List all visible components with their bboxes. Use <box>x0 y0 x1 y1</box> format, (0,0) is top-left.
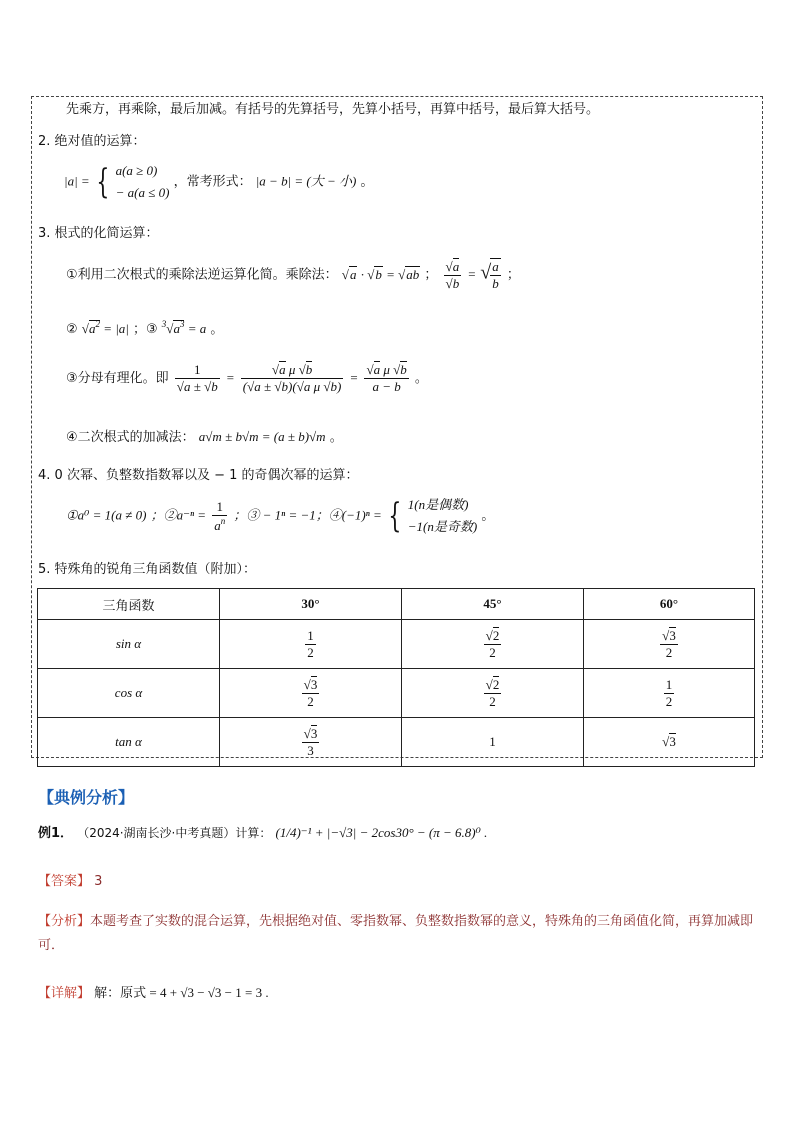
header-cell: 60° <box>584 589 755 620</box>
value-cell: $\frac{1}{2}$ <box>584 669 755 718</box>
power-rules: ①a⁰ = 1(a ≠ 0) ；②a⁻ⁿ = $\frac{1}{a^n}$ ；③ − 1ⁿ = −1；④(−1)ⁿ = { 1(n是偶数) −1(n是奇数) 。 <box>66 496 495 536</box>
abs-value-formula: |a| = { a(a ≥ 0) − a(a ≤ 0) ，常考形式： |a − b| = (大 − 小) 。 <box>64 162 374 202</box>
section-heading: 【典例分析】 <box>38 788 135 807</box>
value-cell: 1 <box>402 718 584 767</box>
example-1: 例1． （2024·湖南长沙·中考真题）计算： (1/4)⁻¹ + |−√3| − 2cos30° − (π − 6.8)⁰ . <box>38 825 488 841</box>
table-row <box>38 718 755 767</box>
table-row <box>38 669 755 718</box>
root-item-4: ④二次根式的加减法： a√m ± b√m = (a ± b)√m 。 <box>66 429 343 445</box>
answer-line: 【答案】 3 <box>38 874 103 889</box>
section-2-title: 2. 绝对值的运算： <box>38 134 146 149</box>
value-cell: $\frac{√2}{2}$ <box>402 669 584 718</box>
section-3-title: 3. 根式的化简运算： <box>38 226 159 241</box>
value-cell: $\frac{√3}{2}$ <box>220 669 402 718</box>
header-cell: 三角函数 <box>38 589 220 620</box>
fn-cell: cos α <box>38 669 220 718</box>
header-cell: 45° <box>402 589 584 620</box>
common-form-formula: |a − b| = (大 − 小) <box>255 173 357 189</box>
value-cell: $\frac{√3}{2}$ <box>584 620 755 669</box>
root-item-3: ③分母有理化。即 $\frac{1}{√a \pm √b}$ = $\frac{\text{√a μ √b}}{\text{(√a ± √b)(√a μ √b)}}$ = $\frac{\text{√a μ √b}}{a - b}$ 。 <box>66 362 428 394</box>
fn-cell: sin α <box>38 620 220 669</box>
trig-table <box>37 588 755 767</box>
analysis-block: 【分析】本题考查了实数的混合运算，先根据绝对值、零指数幂、负整数指数幂的意义，特殊角的三角函值化简，再算加减即可． <box>38 914 754 953</box>
header-cell: 30° <box>220 589 402 620</box>
value-cell: $\frac{√2}{2}$ <box>402 620 584 669</box>
root-item-1: ①利用二次根式的乘除法逆运算化简。乘除法： √a · √b = √ab ； $\frac{√a}{√b}$ = √ $\frac{a}{b}$ ； <box>66 258 520 291</box>
value-cell: $\frac{1}{2}$ <box>220 620 402 669</box>
table-row <box>38 620 755 669</box>
root-item-2: ② $√a^2 = |a|$ ；③ $^3√a^3 = a$ 。 <box>66 319 224 337</box>
answer-value: 3 <box>94 874 103 889</box>
table-header-row <box>38 589 755 620</box>
detail-line: 【详解】 解：原式 = 4 + √3 − √3 − 1 = 3 . <box>38 985 269 1001</box>
operation-order-rule: 先乘方，再乘除，最后加减。有括号的先算括号，先算小括号，再算中括号，最后算大括号。 <box>66 102 600 117</box>
abs-case-2: − a(a ≤ 0) <box>115 185 170 200</box>
value-cell: √3 <box>584 718 755 767</box>
common-form-label: ，常考形式： <box>173 174 252 190</box>
abs-case-1: a(a ≥ 0) <box>115 163 158 178</box>
section-5-title: 5. 特殊角的锐角三角函数值（附加）： <box>38 562 257 577</box>
fn-cell: tan α <box>38 718 220 767</box>
section-4-title: 4. 0 次幂、负整数指数幂以及 − 1 的奇偶次幂的运算： <box>38 468 359 483</box>
value-cell: $\frac{√3}{3}$ <box>220 718 402 767</box>
